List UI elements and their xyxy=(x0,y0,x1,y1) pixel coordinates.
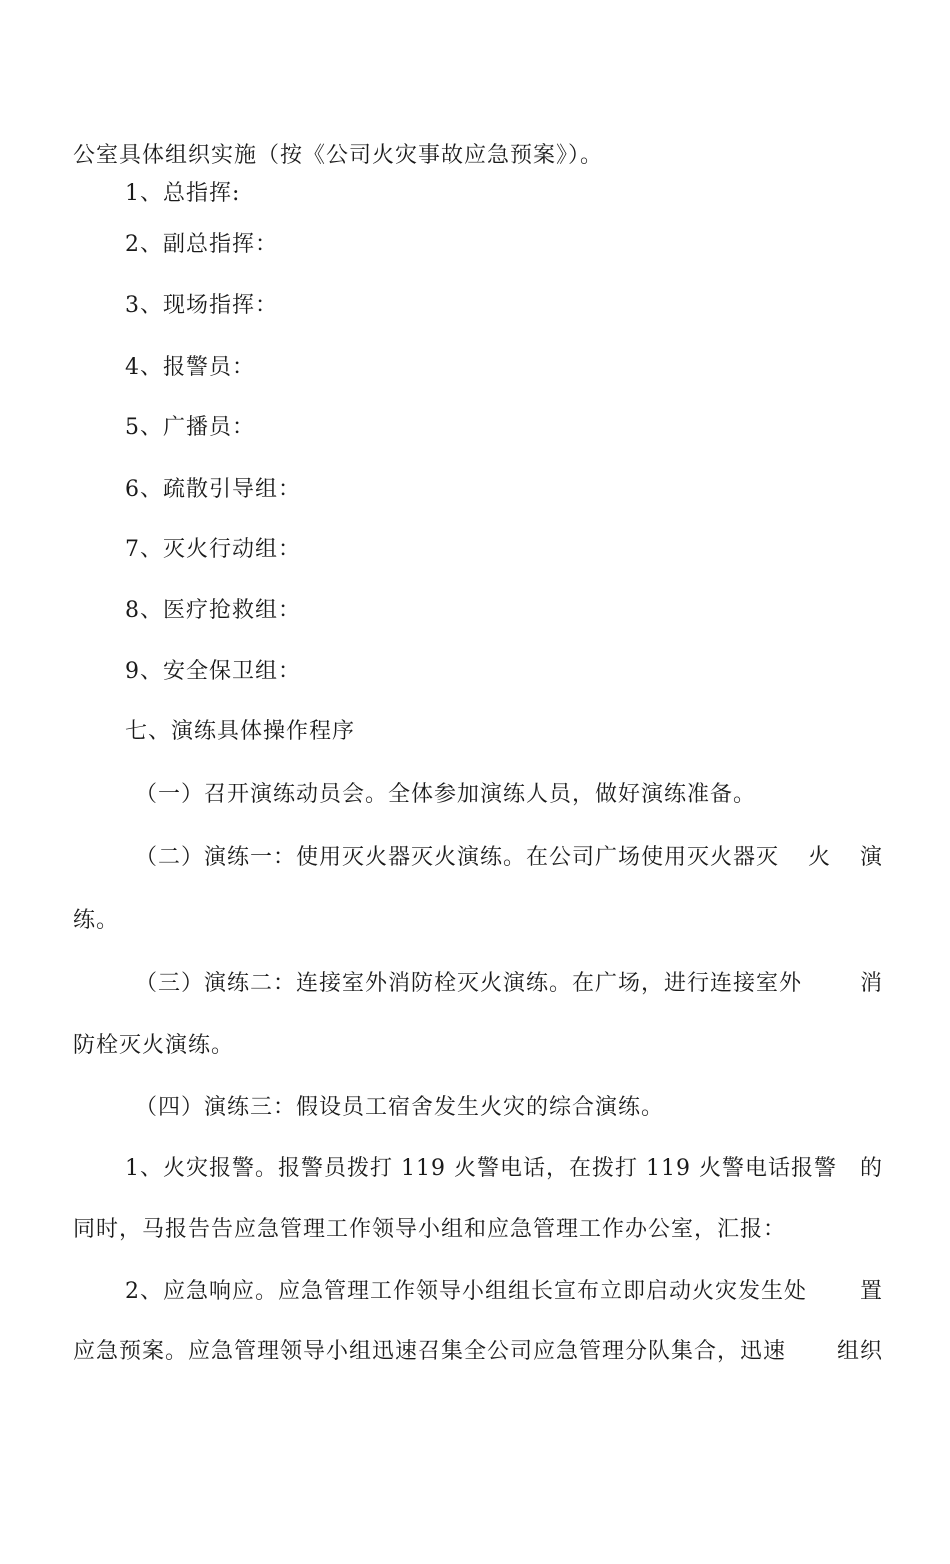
intro-line: 公室具体组织实施（按《公司火灾事故应急预案》）。 xyxy=(73,143,604,168)
item-paragraph-line xyxy=(125,1277,883,1307)
role-item: 7、灭火行动组： xyxy=(125,537,301,562)
role-item: 8、医疗抢救组： xyxy=(125,598,301,623)
role-item: 1、总指挥: xyxy=(125,181,241,206)
item-text: 组织 xyxy=(836,1339,883,1364)
step-text: （三）演练二：连接室外消防栓灭火演练。在广场，进行连接室外 xyxy=(135,971,803,996)
role-item: 3、现场指挥： xyxy=(125,293,278,318)
step-paragraph: （一）召开演练动员会。全体参加演练人员，做好演练准备。 xyxy=(135,782,757,807)
item-text: 应急预案。应急管理领导小组迅速召集全公司应急管理分队集合，迅速 xyxy=(73,1339,787,1364)
item-paragraph-line xyxy=(73,1337,883,1367)
role-item: 6、疏散引导组： xyxy=(125,477,301,502)
item-paragraph-line: 同时，马报告告应急管理工作领导小组和应急管理工作办公室，汇报： xyxy=(73,1217,787,1242)
step-text: 演 xyxy=(859,845,883,870)
item-text: 的 xyxy=(859,1156,883,1181)
item-text: 置 xyxy=(859,1279,883,1304)
role-item: 4、报警员： xyxy=(125,355,255,380)
step-paragraph-line: 练。 xyxy=(73,908,120,933)
item-text: 1、火灾报警。报警员拨打 119 火警电话，在拨打 119 火警电话报警 xyxy=(125,1156,837,1181)
step-text: 火 xyxy=(807,845,831,870)
step-paragraph-line xyxy=(135,843,883,873)
step-text: （二）演练一：使用灭火器灭火演练。在公司广场使用灭火器灭 xyxy=(135,845,780,870)
item-text: 2、应急响应。应急管理工作领导小组组长宣布立即启动火灾发生处 xyxy=(125,1279,807,1304)
step-paragraph-line: 防栓灭火演练。 xyxy=(73,1033,235,1058)
role-item: 2、副总指挥： xyxy=(125,232,278,257)
role-item: 9、安全保卫组： xyxy=(125,659,301,684)
step-paragraph: （四）演练三：假设员工宿舍发生火灾的综合演练。 xyxy=(135,1095,665,1120)
step-paragraph-line xyxy=(135,969,883,999)
section-heading: 七、演练具体操作程序 xyxy=(125,719,356,744)
step-text: 消 xyxy=(859,971,883,996)
item-paragraph-line xyxy=(125,1154,883,1184)
role-item: 5、广播员： xyxy=(125,415,255,440)
